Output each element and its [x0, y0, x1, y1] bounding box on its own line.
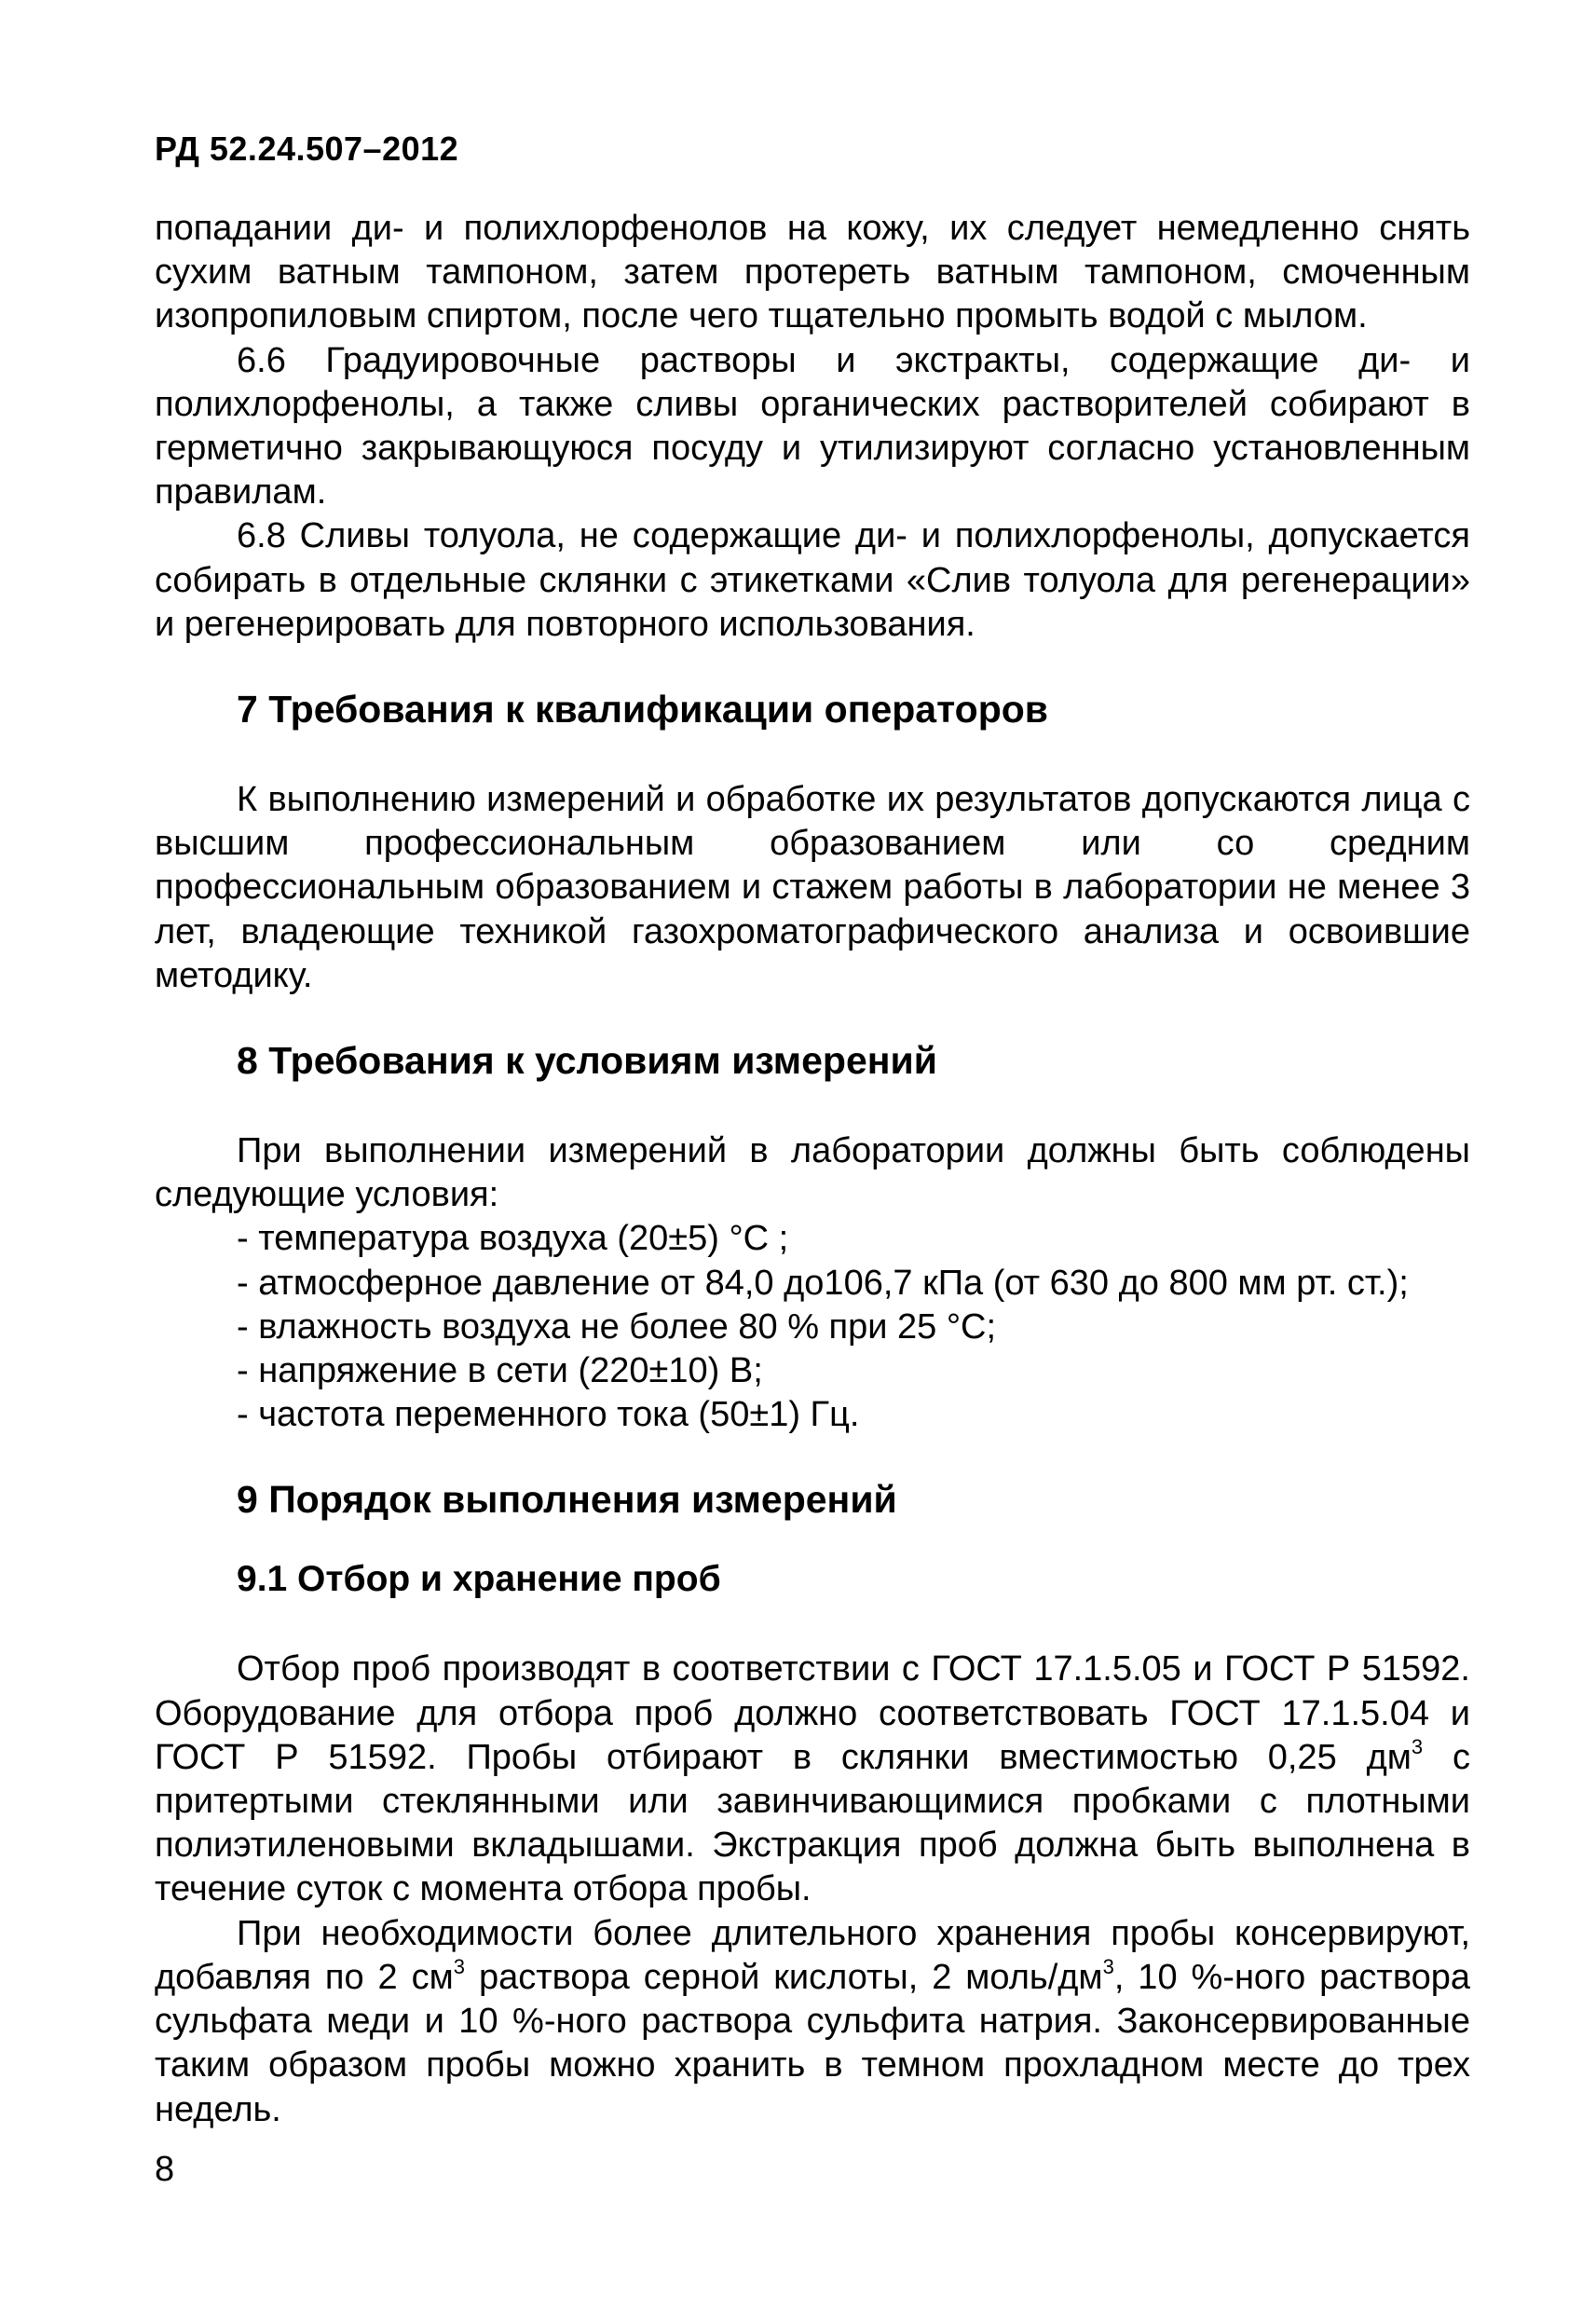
text-run: с притертыми стеклянными или завинчивающимися пробками с плотными полиэтиленовыми вкладышами. Экстракция проб должна быть выполнена в течение суток с момента отбора пробы.	[155, 1737, 1470, 1909]
page-content	[155, 207, 1470, 2132]
superscript: 3	[1411, 1735, 1424, 1759]
superscript: 3	[1102, 1955, 1114, 1979]
paragraph-6-6: 6.6 Градуировочные растворы и экстракты, содержащие ди- и полихлорфенолы, а также сливы органических растворителей собирают в герметично закрывающуюся посуду и утилизируют согласно установленным правилам.	[155, 340, 1470, 513]
section-9-1-heading: 9.1 Отбор и хранение проб	[237, 1559, 721, 1600]
document-code-header: РД 52.24.507–2012	[155, 130, 459, 168]
paragraph-6-8: 6.8 Сливы толуола, не содержащие ди- и полихлорфенолы, допускается собирать в отдельные склянки с этикетками «Слив толуола для регенерации» и регенерировать для повторного использования.	[155, 516, 1470, 644]
section-7-paragraph: К выполнению измерений и обработке их результатов допускаются лица с высшим профессиональным образованием или со средним профессиональным образованием и стажем работы в лаборатории не менее 3 лет, владеющие техникой газохроматографического анализа и освоившие методику.	[155, 780, 1470, 995]
section-9-heading: 9 Порядок выполнения измерений	[237, 1478, 897, 1522]
section-8-intro: При выполнении измерений в лаборатории должны быть соблюдены следующие условия:	[155, 1131, 1470, 1215]
condition-item-humidity: - влажность воздуха не более 80 % при 25 °С;	[237, 1306, 997, 1347]
section-8-heading: 8 Требования к условиям измерений	[237, 1039, 937, 1083]
page-number: 8	[155, 2150, 175, 2189]
text-run: раствора серной кислоты, 2 моль/дм	[465, 1957, 1103, 1997]
section-7-heading: 7 Требования к квалификации операторов	[237, 688, 1048, 732]
superscript: 3	[453, 1955, 466, 1979]
condition-item-voltage: - напряжение в сети (220±10) В;	[237, 1351, 763, 1391]
condition-item-pressure: - атмосферное давление от 84,0 до106,7 кПа (от 630 до 800 мм рт. ст.);	[237, 1263, 1409, 1303]
text-run: , 10 %-ного раствора сульфата меди и 10 %-ного раствора сульфита натрия. Законсервированные таким образом пробы можно хранить в темном прохладном месте до трех недель.	[155, 1957, 1470, 2129]
section-9-1-paragraph-1	[155, 1648, 1470, 1911]
condition-item-temperature: - температура воздуха (20±5) °С ;	[237, 1219, 789, 1259]
text-run: При необходимости более длительного хранения пробы консервируют, добавляя по 2 см	[155, 1913, 1470, 1997]
paragraph-continuation: попадании ди- и полихлорфенолов на кожу, их следует немедленно снять сухим ватным тампоном, затем протереть ватным тампоном, смоченным изопропиловым спиртом, после чего тщательно промыть водой с мылом.	[155, 209, 1470, 336]
text-run: Отбор проб производят в соответствии с ГОСТ 17.1.5.05 и ГОСТ Р 51592. Оборудование для отбора проб должно соответствовать ГОСТ 17.1.5.04 и ГОСТ Р 51592. Пробы отбирают в склянки вместимостью 0,25 дм	[155, 1649, 1470, 1777]
section-9-1-paragraph-2	[155, 1912, 1470, 2132]
condition-item-frequency: - частота переменного тока (50±1) Гц.	[237, 1395, 860, 1435]
